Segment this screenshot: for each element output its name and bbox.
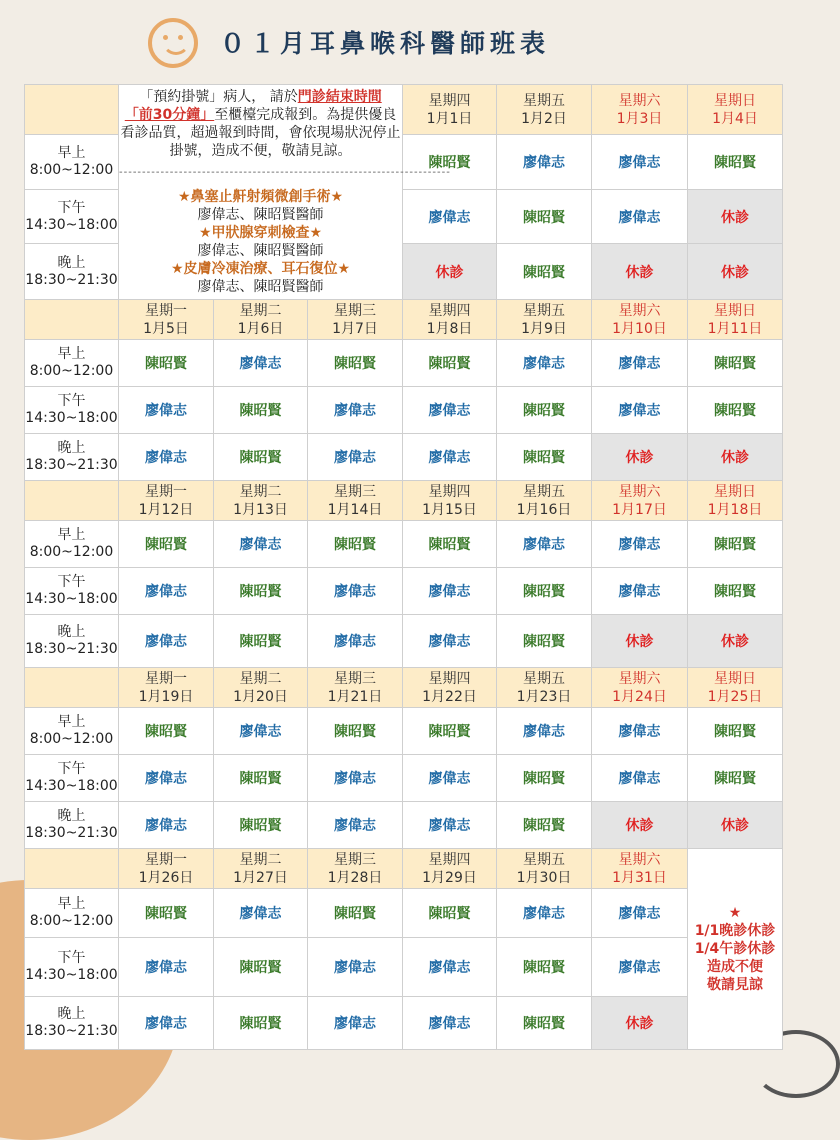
text: 14:30~18:00	[25, 778, 118, 794]
text: 下午	[57, 950, 86, 966]
closed-cell: 休診	[403, 244, 497, 300]
text: 星期六	[618, 851, 661, 868]
doctor-cell: 陳昭賢	[497, 568, 592, 615]
doctor-cell: 廖偉志	[119, 802, 214, 849]
doctor-cell: 廖偉志	[119, 387, 214, 434]
time-slot-afternoon	[25, 387, 119, 434]
text: 至櫃檯完成報到。為提供優良看診品質，超過報到時間，會依現場狀況停止掛號，造成不便，敬請見諒。	[120, 107, 401, 159]
closed-cell: 休診	[592, 615, 688, 668]
text: 1月20日	[233, 688, 288, 705]
day-header	[497, 668, 592, 708]
header-blank	[25, 849, 119, 889]
text: 1月16日	[516, 501, 572, 518]
closed-cell: 休診	[688, 190, 783, 244]
day-header	[497, 481, 592, 521]
doctor-cell: 陳昭賢	[214, 615, 308, 668]
day-header	[119, 481, 214, 521]
doctor-cell: 廖偉志	[592, 340, 688, 387]
text: 1月27日	[233, 869, 288, 886]
text: 廖偉志、陳昭賢醫師	[197, 207, 324, 223]
doctor-cell: 陳昭賢	[403, 340, 497, 387]
text: 1月2日	[521, 110, 567, 127]
doctor-cell: 廖偉志	[119, 997, 214, 1050]
schedule-table	[24, 84, 783, 1050]
doctor-cell: 陳昭賢	[497, 997, 592, 1050]
doctor-cell: 陳昭賢	[497, 615, 592, 668]
text: 1月5日	[143, 320, 189, 337]
doctor-cell: 陳昭賢	[497, 244, 592, 300]
text: 「預約掛號」病人， 請於	[139, 89, 298, 105]
day-header	[403, 85, 497, 135]
text: 星期四	[428, 483, 471, 500]
doctor-cell: 廖偉志	[119, 755, 214, 802]
text: 1月9日	[521, 320, 567, 337]
doctor-cell: 陳昭賢	[403, 521, 497, 568]
text: 廖偉志、陳昭賢醫師	[197, 243, 324, 259]
text: 1月19日	[138, 688, 194, 705]
text: 1月6日	[237, 320, 284, 337]
doctor-cell: 廖偉志	[214, 889, 308, 938]
header-blank	[25, 481, 119, 521]
doctor-cell: 廖偉志	[308, 434, 403, 481]
header-blank	[25, 85, 119, 135]
doctor-cell: 陳昭賢	[497, 387, 592, 434]
header-blank	[25, 300, 119, 340]
text: 星期二	[239, 851, 282, 868]
text: 1月1日	[426, 110, 473, 127]
day-header	[592, 481, 688, 521]
text: 1月26日	[138, 869, 194, 886]
day-header	[214, 849, 308, 889]
text: 18:30~21:30	[25, 271, 118, 288]
text: 1月31日	[612, 869, 667, 886]
doctor-cell: 廖偉志	[308, 755, 403, 802]
text: 造成不便	[707, 959, 763, 975]
doctor-cell: 陳昭賢	[497, 755, 592, 802]
text: 1月13日	[233, 501, 288, 518]
doctor-cell: 陳昭賢	[214, 568, 308, 615]
text: 1月14日	[327, 501, 383, 518]
text: 1月7日	[332, 320, 378, 337]
text: 早上	[57, 896, 86, 912]
day-header	[688, 300, 783, 340]
page-title: ０１月耳鼻喉科醫師班表	[220, 29, 551, 58]
day-header	[214, 481, 308, 521]
day-header	[308, 300, 403, 340]
closed-cell: 休診	[688, 615, 783, 668]
text: 星期二	[239, 670, 282, 687]
time-slot-evening	[25, 615, 119, 668]
text: 星期一	[145, 851, 187, 868]
text: 1月30日	[516, 869, 572, 886]
doctor-cell: 陳昭賢	[497, 938, 592, 997]
text: 星期三	[334, 670, 376, 687]
text: 1/4午診休診	[694, 941, 776, 957]
day-header	[403, 668, 497, 708]
closed-cell: 休診	[592, 244, 688, 300]
text: 星期一	[145, 302, 187, 319]
text: 星期三	[334, 302, 376, 319]
closed-cell: 休診	[688, 802, 783, 849]
text: 星期五	[523, 483, 565, 500]
text: 「前30分鐘」	[124, 107, 215, 123]
doctor-cell: 廖偉志	[592, 521, 688, 568]
day-header	[592, 849, 688, 889]
day-header	[308, 668, 403, 708]
time-slot-morning	[25, 889, 119, 938]
doctor-cell: 廖偉志	[308, 387, 403, 434]
text: 下午	[57, 393, 86, 409]
text: 星期一	[145, 670, 187, 687]
text: 星期六	[618, 670, 661, 687]
doctor-cell: 廖偉志	[119, 434, 214, 481]
time-slot-evening	[25, 802, 119, 849]
text: 1月15日	[422, 501, 477, 518]
text: 星期日	[714, 302, 756, 319]
doctor-cell: 陳昭賢	[308, 889, 403, 938]
doctor-cell: 廖偉志	[214, 521, 308, 568]
day-header	[403, 481, 497, 521]
doctor-cell: 陳昭賢	[119, 708, 214, 755]
time-slot-afternoon	[25, 568, 119, 615]
doctor-cell: 廖偉志	[497, 889, 592, 938]
closure-note	[688, 849, 783, 1050]
text: 早上	[57, 527, 86, 543]
text: 8:00~12:00	[29, 731, 114, 747]
text: 下午	[57, 574, 86, 590]
text: 1/1晚診休診	[694, 923, 776, 939]
text: 14:30~18:00	[25, 591, 118, 607]
text: 星期二	[239, 483, 282, 500]
text: 1月11日	[707, 320, 763, 337]
doctor-cell: 廖偉志	[497, 340, 592, 387]
doctor-cell: 陳昭賢	[214, 802, 308, 849]
doctor-cell: 廖偉志	[403, 615, 497, 668]
text: 星期六	[618, 483, 661, 500]
day-header	[688, 668, 783, 708]
closed-cell: 休診	[592, 802, 688, 849]
text: 1月25日	[707, 688, 763, 705]
day-header	[403, 300, 497, 340]
text: 星期三	[334, 483, 376, 500]
doctor-cell: 陳昭賢	[688, 568, 783, 615]
text: 星期四	[428, 302, 471, 319]
text: 星期日	[714, 670, 756, 687]
text: 下午	[57, 761, 86, 777]
smiley-face-icon	[148, 18, 198, 68]
text: 敬請見諒	[707, 977, 763, 993]
doctor-cell: 廖偉志	[497, 708, 592, 755]
text: 星期日	[714, 92, 756, 109]
doctor-cell: 廖偉志	[308, 615, 403, 668]
doctor-cell: 廖偉志	[403, 190, 497, 244]
doctor-cell: 廖偉志	[592, 190, 688, 244]
doctor-cell: 廖偉志	[403, 938, 497, 997]
doctor-cell: 陳昭賢	[688, 755, 783, 802]
doctor-cell: 廖偉志	[592, 938, 688, 997]
doctor-cell: 廖偉志	[119, 615, 214, 668]
text: 星期一	[145, 483, 187, 500]
text: 18:30~21:30	[25, 1023, 118, 1039]
text: 星期日	[714, 483, 756, 500]
header-blank	[25, 668, 119, 708]
text: 下午	[57, 199, 86, 216]
doctor-cell: 廖偉志	[592, 387, 688, 434]
time-slot-evening	[25, 434, 119, 481]
time-slot-afternoon	[25, 190, 119, 244]
text: 18:30~21:30	[25, 825, 118, 841]
text: 14:30~18:00	[25, 216, 118, 233]
text: ------------------------------------------------------------------------	[119, 167, 451, 178]
doctor-cell: 廖偉志	[403, 387, 497, 434]
day-header	[592, 668, 688, 708]
doctor-cell: 廖偉志	[592, 889, 688, 938]
text: 1月22日	[422, 688, 477, 705]
text: 1月18日	[707, 501, 763, 518]
doctor-cell: 陳昭賢	[308, 708, 403, 755]
text: 晚上	[57, 624, 86, 640]
doctor-cell: 陳昭賢	[214, 997, 308, 1050]
doctor-cell: 陳昭賢	[214, 387, 308, 434]
time-slot-morning	[25, 521, 119, 568]
text: 8:00~12:00	[29, 544, 114, 560]
doctor-cell: 陳昭賢	[497, 434, 592, 481]
doctor-cell: 陳昭賢	[497, 190, 592, 244]
doctor-cell: 廖偉志	[497, 135, 592, 190]
day-header	[308, 481, 403, 521]
day-header	[214, 668, 308, 708]
doctor-cell: 陳昭賢	[688, 708, 783, 755]
doctor-cell: 陳昭賢	[308, 340, 403, 387]
day-header	[214, 300, 308, 340]
time-slot-afternoon	[25, 755, 119, 802]
time-slot-evening	[25, 997, 119, 1050]
doctor-cell: 廖偉志	[308, 568, 403, 615]
text: 星期四	[428, 92, 471, 109]
text: 14:30~18:00	[25, 410, 118, 426]
doctor-cell: 陳昭賢	[119, 889, 214, 938]
text: ★皮膚冷凍治療、耳石復位★	[170, 261, 351, 277]
text: 門診結束時間	[297, 89, 382, 105]
text: 1月3日	[616, 110, 663, 127]
doctor-cell: 陳昭賢	[497, 802, 592, 849]
doctor-cell: 廖偉志	[403, 997, 497, 1050]
text: 1月17日	[612, 501, 667, 518]
text: 18:30~21:30	[25, 641, 118, 657]
time-slot-morning	[25, 708, 119, 755]
text: 晚上	[57, 808, 86, 824]
doctor-cell: 陳昭賢	[119, 340, 214, 387]
doctor-cell: 陳昭賢	[688, 135, 783, 190]
text: 1月12日	[138, 501, 194, 518]
doctor-cell: 廖偉志	[308, 938, 403, 997]
text: 8:00~12:00	[29, 363, 114, 379]
day-header	[308, 849, 403, 889]
text: ★甲狀腺穿刺檢查★	[198, 225, 323, 241]
doctor-cell: 廖偉志	[592, 135, 688, 190]
text: 星期六	[618, 302, 661, 319]
text: 早上	[57, 145, 86, 161]
doctor-cell: 廖偉志	[119, 938, 214, 997]
text: 晚上	[57, 1006, 86, 1022]
text: 星期四	[428, 670, 471, 687]
day-header	[688, 481, 783, 521]
text: 早上	[57, 346, 86, 362]
day-header	[119, 849, 214, 889]
doctor-cell: 廖偉志	[592, 568, 688, 615]
day-header	[497, 849, 592, 889]
day-header	[497, 300, 592, 340]
doctor-cell: 廖偉志	[403, 755, 497, 802]
text: 14:30~18:00	[25, 967, 118, 983]
doctor-cell: 廖偉志	[308, 997, 403, 1050]
doctor-cell: 陳昭賢	[688, 387, 783, 434]
doctor-cell: 廖偉志	[214, 708, 308, 755]
text: 1月28日	[327, 869, 383, 886]
text: 1月29日	[422, 869, 477, 886]
text: 8:00~12:00	[29, 913, 114, 929]
doctor-cell: 陳昭賢	[403, 135, 497, 190]
text: 1月8日	[426, 320, 473, 337]
text: 晚上	[57, 254, 86, 271]
text: 星期四	[428, 851, 471, 868]
doctor-cell: 廖偉志	[403, 434, 497, 481]
text: 1月10日	[612, 320, 667, 337]
closed-cell: 休診	[592, 434, 688, 481]
time-slot-morning	[25, 340, 119, 387]
text: 廖偉志、陳昭賢醫師	[197, 279, 324, 295]
closed-cell: 休診	[688, 244, 783, 300]
text: 1月24日	[612, 688, 667, 705]
doctor-cell: 陳昭賢	[688, 521, 783, 568]
doctor-cell: 陳昭賢	[403, 708, 497, 755]
page-header	[0, 0, 800, 82]
doctor-cell: 陳昭賢	[688, 340, 783, 387]
day-header	[119, 668, 214, 708]
text: 星期五	[523, 302, 565, 319]
doctor-cell: 陳昭賢	[214, 938, 308, 997]
day-header	[688, 85, 783, 135]
doctor-cell: 陳昭賢	[119, 521, 214, 568]
text: 星期六	[618, 92, 661, 109]
text: 1月4日	[712, 110, 758, 127]
text: 星期五	[523, 92, 565, 109]
text: 晚上	[57, 440, 86, 456]
text: 1月21日	[327, 688, 383, 705]
day-header	[403, 849, 497, 889]
day-header	[119, 300, 214, 340]
closed-cell: 休診	[688, 434, 783, 481]
text: 早上	[57, 714, 86, 730]
day-header	[592, 300, 688, 340]
text: 8:00~12:00	[29, 162, 114, 178]
day-header	[592, 85, 688, 135]
text: 1月23日	[516, 688, 572, 705]
text: 星期三	[334, 851, 376, 868]
doctor-cell: 陳昭賢	[403, 889, 497, 938]
doctor-cell: 廖偉志	[592, 708, 688, 755]
day-header	[497, 85, 592, 135]
closed-cell: 休診	[592, 997, 688, 1050]
doctor-cell: 廖偉志	[592, 755, 688, 802]
time-slot-afternoon	[25, 938, 119, 997]
doctor-cell: 陳昭賢	[214, 755, 308, 802]
doctor-cell: 廖偉志	[214, 340, 308, 387]
doctor-cell: 廖偉志	[403, 802, 497, 849]
time-slot-evening	[25, 244, 119, 300]
doctor-cell: 陳昭賢	[214, 434, 308, 481]
doctor-cell: 廖偉志	[119, 568, 214, 615]
doctor-cell: 廖偉志	[308, 802, 403, 849]
doctor-cell: 廖偉志	[497, 521, 592, 568]
doctor-cell: 廖偉志	[403, 568, 497, 615]
text: 星期五	[523, 851, 565, 868]
text: 星期二	[239, 302, 282, 319]
doctor-cell: 陳昭賢	[308, 521, 403, 568]
text: 18:30~21:30	[25, 457, 118, 473]
text: ★	[728, 905, 742, 921]
text: 星期五	[523, 670, 565, 687]
time-slot-morning	[25, 135, 119, 190]
text: ★鼻塞止鼾射頻微創手術★	[177, 189, 344, 205]
